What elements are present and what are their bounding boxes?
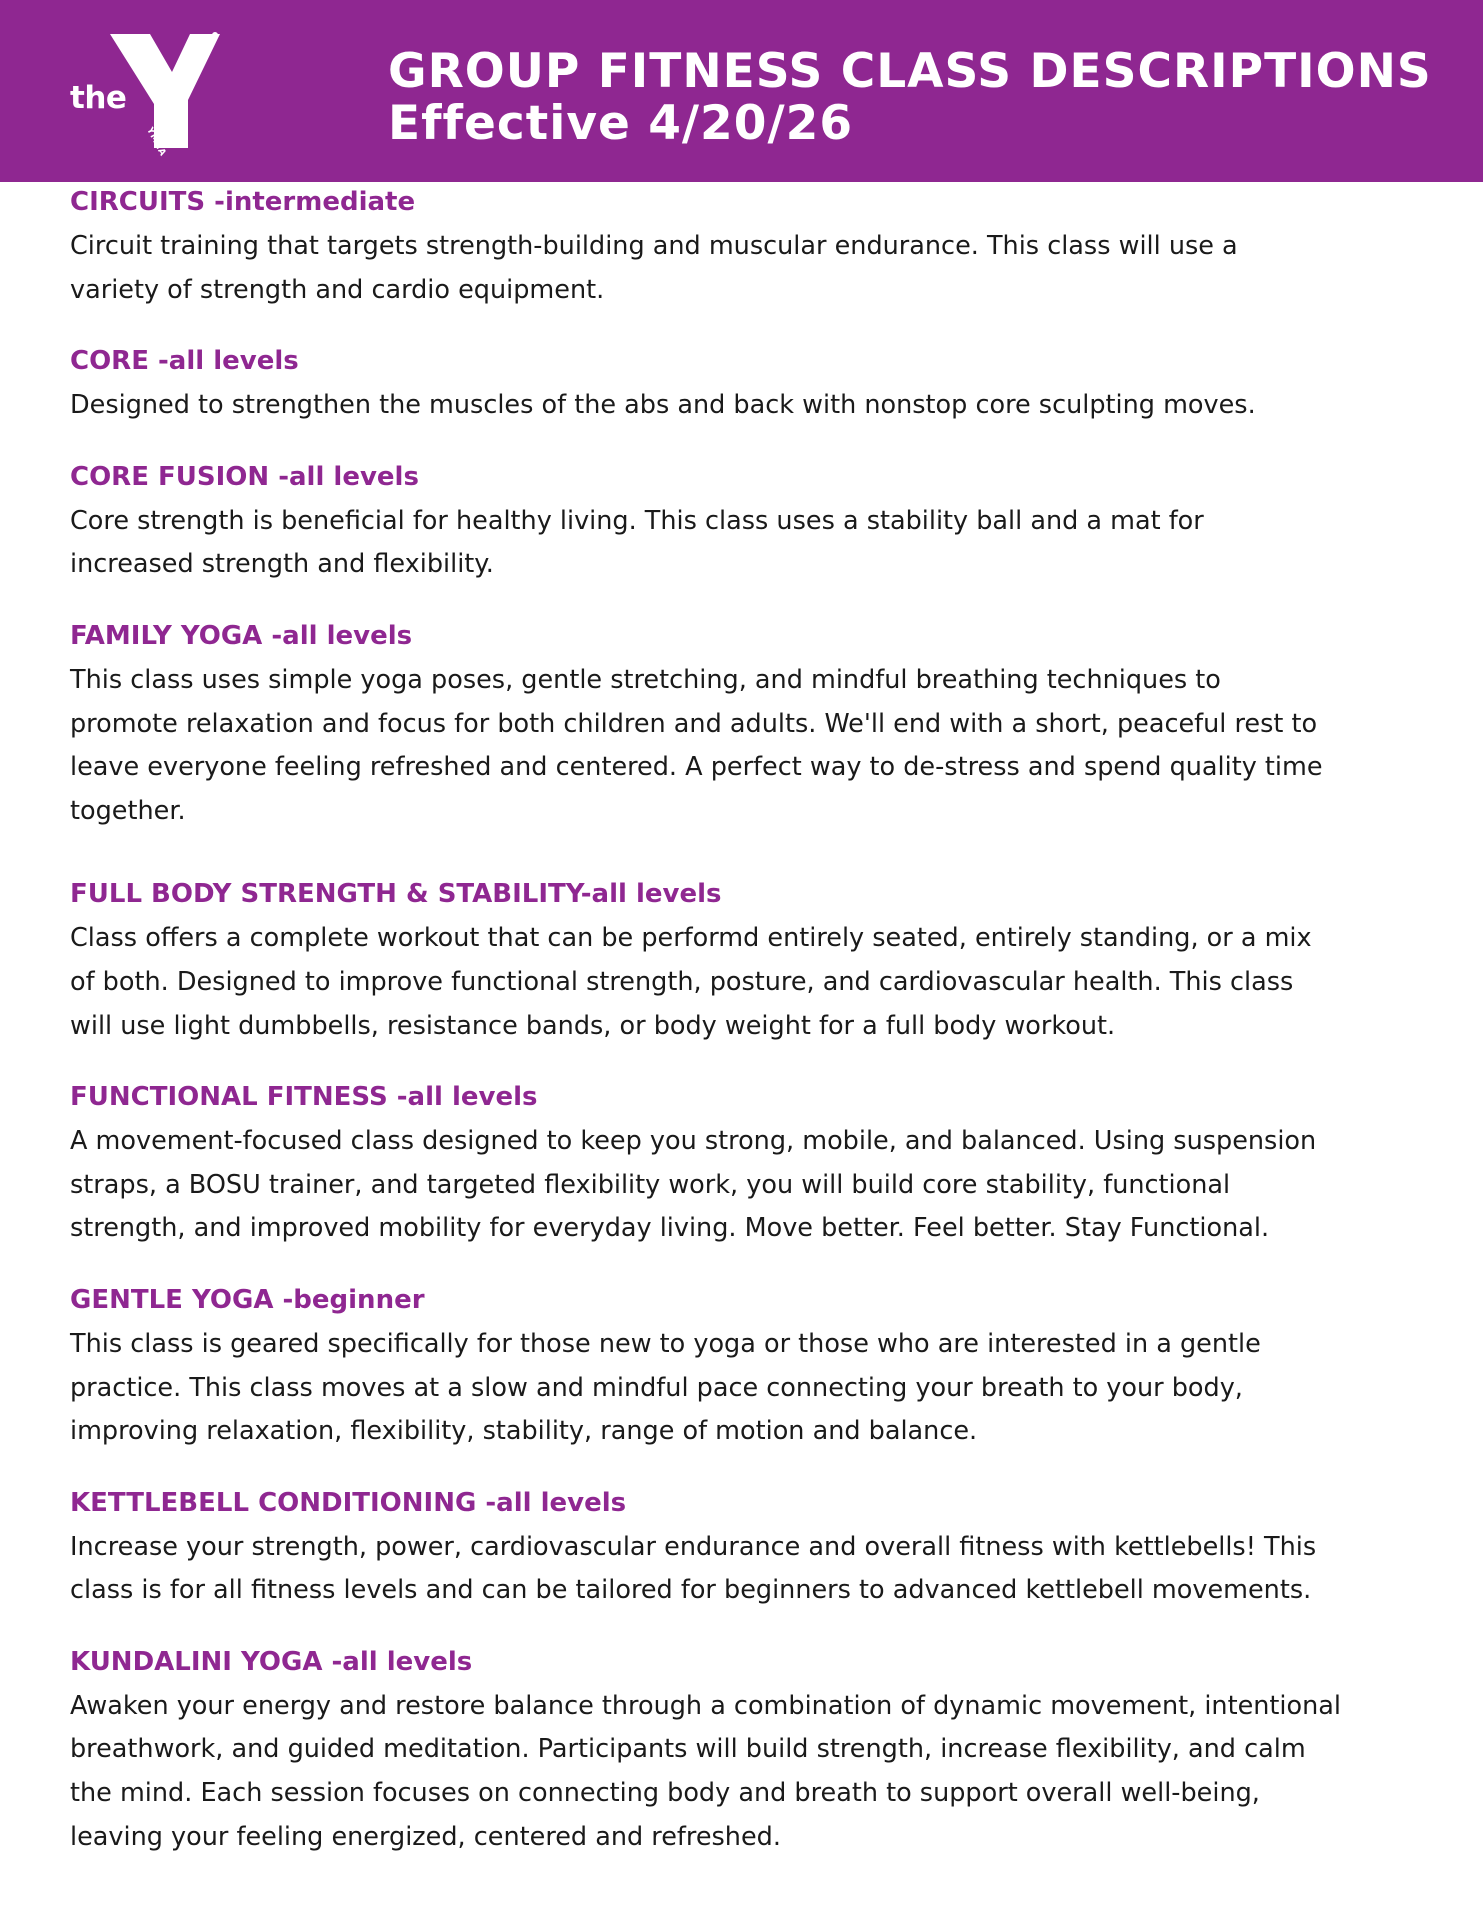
description-line: the mind. Each session focuses on connecting body and breath to support overall well-being, [70,1778,1260,1809]
description-line: This class is geared specifically for those new to yoga or those who are interested in a gentle [70,1328,1261,1359]
class-entry [70,179,1390,312]
description-line: class is for all fitness levels and can be tailored for beginners to advanced kettlebell movements. [70,1575,1312,1606]
description-line: This class uses simple yoga poses, gentle stretching, and mindful breathing techniques to [70,664,1221,695]
description-line: together. [70,795,186,826]
class-list [70,179,1390,1859]
class-title: FULL BODY STRENGTH & STABILITY-all levels [70,879,722,910]
description-line: variety of strength and cardio equipment. [70,274,605,305]
description-line: practice. This class moves at a slow and mindful pace connecting your breath to your body, [70,1372,1243,1403]
description-line: straps, a BOSU trainer, and targeted flexibility work, you will build core stability, functional [70,1169,1231,1200]
class-description [70,225,1390,312]
class-title: FAMILY YOGA -all levels [70,620,413,651]
description-line: leaving your feeling energized, centered and refreshed. [70,1821,781,1852]
class-entry [70,454,1390,587]
class-entry [70,1639,1390,1859]
description-line: promote relaxation and focus for both children and adults. We'll end with a short, peaceful rest to [70,708,1318,739]
class-title: KUNDALINI YOGA -all levels [70,1646,473,1677]
class-entry [70,1480,1390,1613]
class-entry [70,1277,1390,1454]
class-title: CORE -all levels [70,346,299,377]
class-entry [70,871,1390,1048]
class-description [70,1526,1390,1613]
description-line: Core strength is beneficial for healthy living. This class uses a stability ball and a mat for [70,505,1204,536]
class-description [70,659,1390,833]
description-line: Awaken your energy and restore balance through a combination of dynamic movement, intentional [70,1690,1341,1721]
class-description [70,384,1390,428]
description-line: Class offers a complete workout that can be performd entirely seated, entirely standing, or a mix [70,923,1312,954]
class-title: FUNCTIONAL FITNESS -all levels [70,1082,538,1113]
class-description [70,1685,1390,1859]
description-line: will use light dumbbells, resistance bands, or body weight for a full body workout. [70,1010,1116,1041]
class-title: KETTLEBELL CONDITIONING -all levels [70,1487,627,1518]
description-line: breathwork, and guided meditation. Participants will build strength, increase flexibility, and calm [70,1734,1306,1765]
description-line: Designed to strengthen the muscles of the abs and back with nonstop core sculpting moves. [70,390,1256,421]
description-line: increased strength and flexibility. [70,549,494,580]
page-header [0,0,1483,182]
registered-mark [212,32,218,38]
description-line: improving relaxation, flexibility, stability, range of motion and balance. [70,1416,978,1447]
description-line: A movement-focused class designed to keep you strong, mobile, and balanced. Using suspension [70,1126,1317,1157]
description-line: Increase your strength, power, cardiovascular endurance and overall fitness with kettlebells! This [70,1531,1317,1562]
class-title: CIRCUITS -intermediate [70,187,416,217]
class-description [70,1323,1390,1454]
class-entry [70,613,1390,833]
description-line: Circuit training that targets strength-building and muscular endurance. This class will use a [70,231,1238,261]
class-title: GENTLE YOGA -beginner [70,1284,425,1315]
class-description [70,917,1390,1048]
description-line: of both. Designed to improve functional strength, posture, and cardiovascular health. This class [70,966,1294,997]
ymca-logo [62,26,232,159]
class-description [70,1120,1390,1251]
page-title-line2: Effective 4/20/26 [388,96,854,151]
class-description [70,500,1390,587]
logo-prefix: the [70,80,127,116]
page-title-line1: GROUP FITNESS CLASS DESCRIPTIONS [388,44,1432,99]
description-line: strength, and improved mobility for everyday living. Move better. Feel better. Stay Functional. [70,1213,1270,1244]
class-entry [70,1074,1390,1251]
logo-ymca-text: YMCA [144,126,168,159]
class-entry [70,338,1390,428]
description-line: leave everyone feeling refreshed and centered. A perfect way to de-stress and spend quality time [70,752,1323,783]
page-title [388,46,1432,150]
class-title: CORE FUSION -all levels [70,461,419,492]
